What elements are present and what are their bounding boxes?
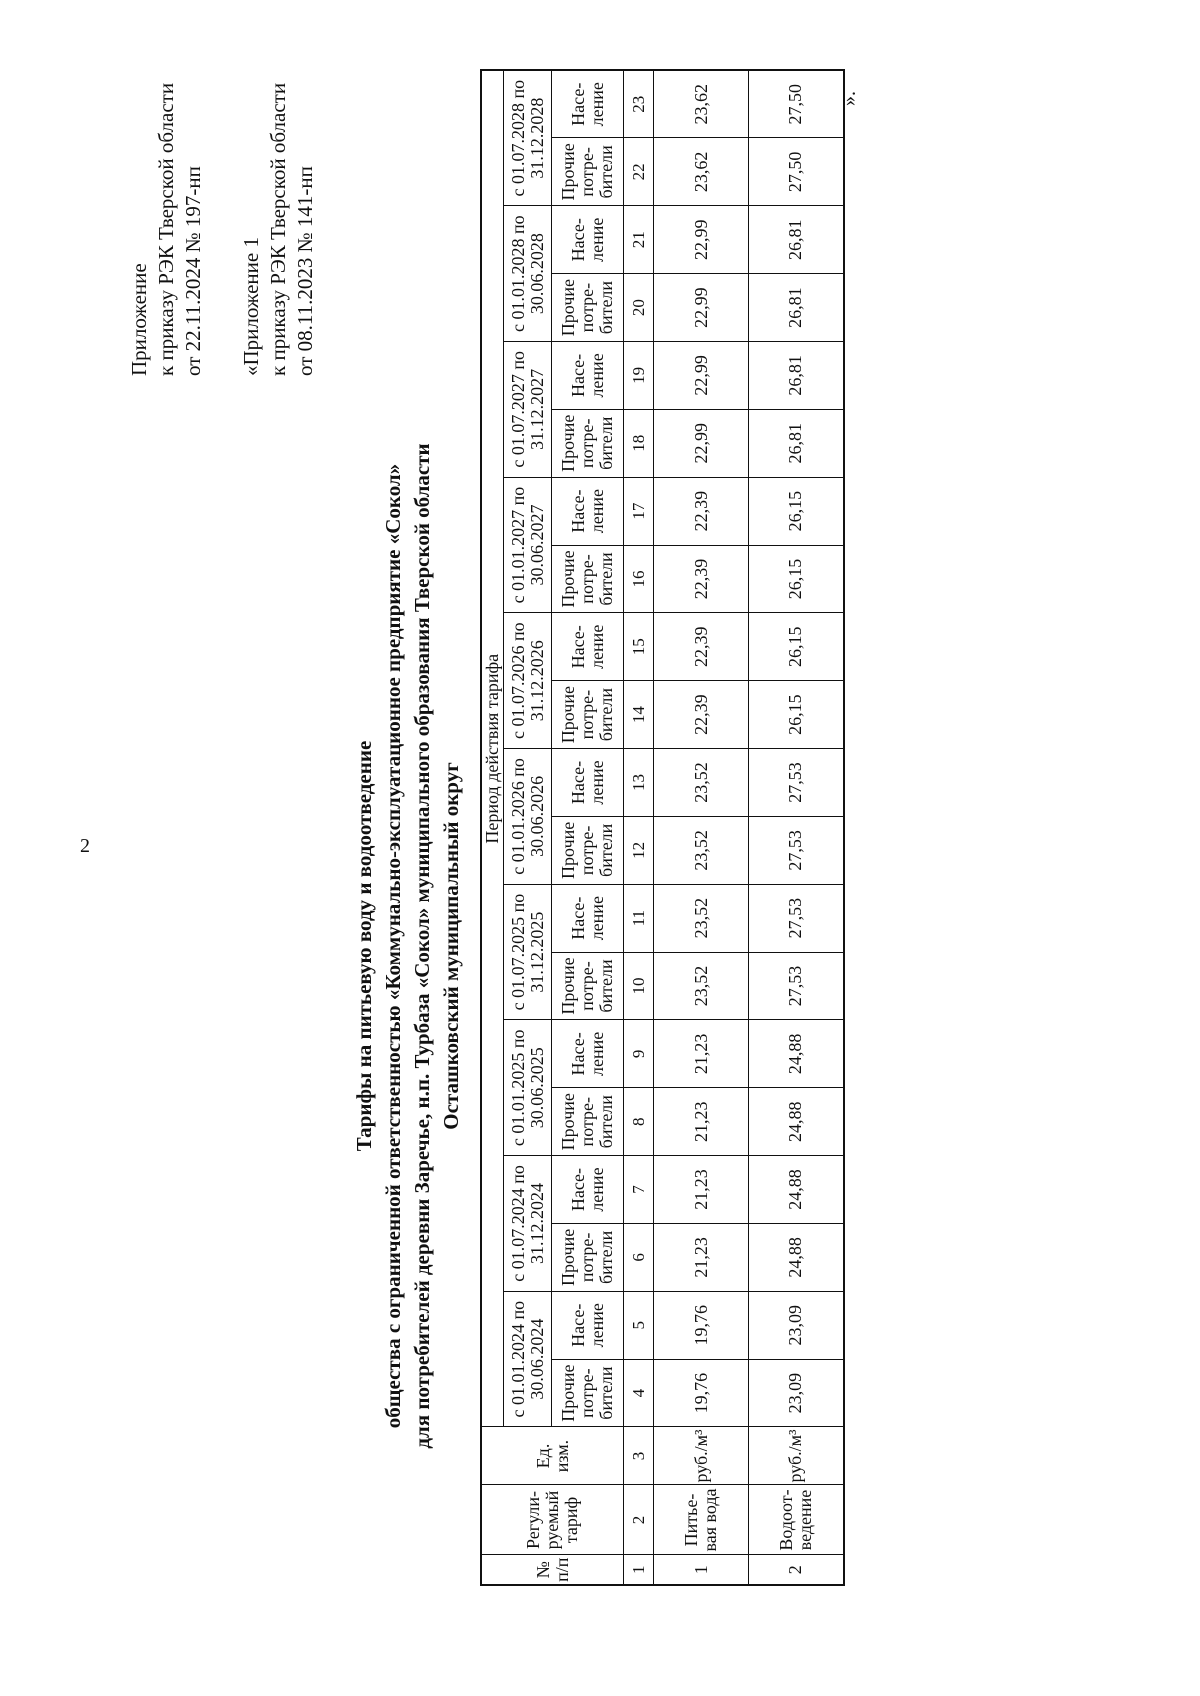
column-number-cell: 5: [624, 1291, 654, 1359]
column-number-cell: 19: [624, 342, 654, 410]
subheader-other-consumers: Прочие потре-бители: [552, 1359, 624, 1427]
period-header-cell: с 01.07.2024 по 31.12.2024: [504, 1156, 552, 1292]
period-header-cell: с 01.07.2027 по 31.12.2027: [504, 342, 552, 478]
tariff-value-cell: 23,52: [654, 952, 749, 1020]
tariff-value-cell: 26,81: [749, 206, 844, 274]
column-number-cell: 22: [624, 138, 654, 206]
tariff-value-cell: 22,39: [654, 613, 749, 681]
tariff-value-cell: 23,62: [654, 70, 749, 138]
title-line: общества с ограниченной ответственностью «Коммунально-эксплуатационное предприятие «Сокол»: [381, 463, 405, 1429]
period-header-cell: с 01.01.2026 по 30.06.2026: [504, 749, 552, 885]
tariff-value-cell: 23,09: [749, 1359, 844, 1427]
tariff-value-cell: 22,99: [654, 206, 749, 274]
unit-cell: руб./м³: [749, 1427, 844, 1485]
subheader-population: Насе-ление: [552, 1020, 624, 1088]
table-row: [654, 70, 749, 1585]
subheader-population: Насе-ление: [552, 1291, 624, 1359]
tariff-value-cell: 23,52: [654, 884, 749, 952]
tariff-value-cell: 24,88: [749, 1020, 844, 1088]
header-line: Приложение: [127, 263, 151, 376]
column-number-cell: 17: [624, 477, 654, 545]
column-number-cell: 14: [624, 681, 654, 749]
table-row: [749, 70, 844, 1585]
column-number-cell: 11: [624, 884, 654, 952]
tariff-name-cell: Водоот-ведение: [749, 1485, 844, 1555]
col-header-unit: Ед. изм.: [481, 1427, 624, 1485]
tariff-value-cell: 27,53: [749, 952, 844, 1020]
tariff-value-cell: 26,81: [749, 409, 844, 477]
column-number-cell: 9: [624, 1020, 654, 1088]
column-number-cell: 4: [624, 1359, 654, 1427]
subheader-population: Насе-ление: [552, 613, 624, 681]
subheader-other-consumers: Прочие потре-бители: [552, 409, 624, 477]
subheader-other-consumers: Прочие потре-бители: [552, 545, 624, 613]
tariff-value-cell: 23,09: [749, 1291, 844, 1359]
tariff-value-cell: 27,53: [749, 749, 844, 817]
column-number-cell: 1: [624, 1555, 654, 1585]
column-number-cell: 13: [624, 749, 654, 817]
column-number-cell: 20: [624, 274, 654, 342]
tariff-value-cell: 26,81: [749, 342, 844, 410]
column-number-cell: 10: [624, 952, 654, 1020]
period-header-cell: с 01.07.2026 по 31.12.2026: [504, 613, 552, 749]
appendix-header-previous: [238, 83, 319, 376]
tariff-value-cell: 26,15: [749, 477, 844, 545]
subheader-population: Насе-ление: [552, 884, 624, 952]
tariff-value-cell: 22,39: [654, 681, 749, 749]
subheader-population: Насе-ление: [552, 1156, 624, 1224]
column-number-cell: 21: [624, 206, 654, 274]
column-number-cell: 7: [624, 1156, 654, 1224]
subheader-population: Насе-ление: [552, 342, 624, 410]
document-title: [350, 396, 466, 1496]
period-header-cell: с 01.01.2024 по 30.06.2024: [504, 1291, 552, 1427]
period-header-cell: с 01.01.2028 по 30.06.2028: [504, 206, 552, 342]
subheader-other-consumers: Прочие потре-бители: [552, 1223, 624, 1291]
subheader-other-consumers: Прочие потре-бители: [552, 1088, 624, 1156]
tariff-value-cell: 27,53: [749, 816, 844, 884]
tariff-value-cell: 27,50: [749, 70, 844, 138]
header-line: от 22.11.2024 № 197-нп: [181, 166, 205, 376]
tariff-value-cell: 21,23: [654, 1223, 749, 1291]
subheader-population: Насе-ление: [552, 749, 624, 817]
tariff-value-cell: 22,39: [654, 545, 749, 613]
tariff-value-cell: 22,99: [654, 409, 749, 477]
tariff-value-cell: 23,62: [654, 138, 749, 206]
tariff-value-cell: 26,15: [749, 681, 844, 749]
column-number-cell: 3: [624, 1427, 654, 1485]
tariff-value-cell: 22,39: [654, 477, 749, 545]
unit-cell: руб./м³: [654, 1427, 749, 1485]
appendix-header-current: [126, 83, 207, 376]
subheader-other-consumers: Прочие потре-бители: [552, 274, 624, 342]
row-number-cell: 2: [749, 1555, 844, 1585]
tariff-value-cell: 26,15: [749, 545, 844, 613]
column-number-cell: 15: [624, 613, 654, 681]
column-number-cell: 6: [624, 1223, 654, 1291]
subheader-other-consumers: Прочие потре-бители: [552, 952, 624, 1020]
column-number-cell: 18: [624, 409, 654, 477]
title-line: для потребителей деревни Заречье, н.п. Турбаза «Сокол» муниципального образования Тверской области: [410, 443, 434, 1449]
tariff-value-cell: 27,50: [749, 138, 844, 206]
header-line: от 08.11.2023 № 141-нп: [293, 166, 317, 376]
col-header-no: № п/п: [481, 1555, 624, 1585]
period-header: Период действия тарифа: [481, 70, 504, 1427]
column-number-cell: 16: [624, 545, 654, 613]
tariff-value-cell: 21,23: [654, 1088, 749, 1156]
tariff-name-cell: Питье-вая вода: [654, 1485, 749, 1555]
tariff-value-cell: 27,53: [749, 884, 844, 952]
subheader-population: Насе-ление: [552, 206, 624, 274]
page-number: 2: [80, 835, 90, 857]
tariff-value-cell: 24,88: [749, 1088, 844, 1156]
tariff-table: [480, 69, 845, 1586]
tariff-value-cell: 19,76: [654, 1291, 749, 1359]
closing-quote: ».: [838, 91, 860, 106]
header-line: к приказу РЭК Тверской области: [154, 82, 178, 376]
header-line: «Приложение 1: [239, 237, 263, 376]
title-line: Осташковский муниципальный округ: [439, 762, 463, 1130]
column-number-cell: 8: [624, 1088, 654, 1156]
period-header-cell: с 01.01.2025 по 30.06.2025: [504, 1020, 552, 1156]
period-header-cell: с 01.01.2027 по 30.06.2027: [504, 477, 552, 613]
subheader-other-consumers: Прочие потре-бители: [552, 816, 624, 884]
column-number-cell: 12: [624, 816, 654, 884]
row-number-cell: 1: [654, 1555, 749, 1585]
subheader-other-consumers: Прочие потре-бители: [552, 138, 624, 206]
tariff-value-cell: 24,88: [749, 1223, 844, 1291]
tariff-value-cell: 22,99: [654, 342, 749, 410]
tariff-value-cell: 26,15: [749, 613, 844, 681]
tariff-value-cell: 22,99: [654, 274, 749, 342]
subheader-population: Насе-ление: [552, 477, 624, 545]
period-header-cell: с 01.07.2025 по 31.12.2025: [504, 884, 552, 1020]
period-header-cell: с 01.07.2028 по 31.12.2028: [504, 70, 552, 206]
tariff-value-cell: 21,23: [654, 1156, 749, 1224]
subheader-population: Насе-ление: [552, 70, 624, 138]
header-line: к приказу РЭК Тверской области: [266, 82, 290, 376]
tariff-value-cell: 21,23: [654, 1020, 749, 1088]
title-line: Тарифы на питьевую воду и водоотведение: [352, 740, 376, 1152]
col-header-tariff: Регули-руемый тариф: [481, 1485, 624, 1555]
column-number-cell: 2: [624, 1485, 654, 1555]
subheader-other-consumers: Прочие потре-бители: [552, 681, 624, 749]
tariff-value-cell: 23,52: [654, 749, 749, 817]
tariff-value-cell: 24,88: [749, 1156, 844, 1224]
column-number-cell: 23: [624, 70, 654, 138]
tariff-value-cell: 26,81: [749, 274, 844, 342]
tariff-value-cell: 19,76: [654, 1359, 749, 1427]
tariff-value-cell: 23,52: [654, 816, 749, 884]
